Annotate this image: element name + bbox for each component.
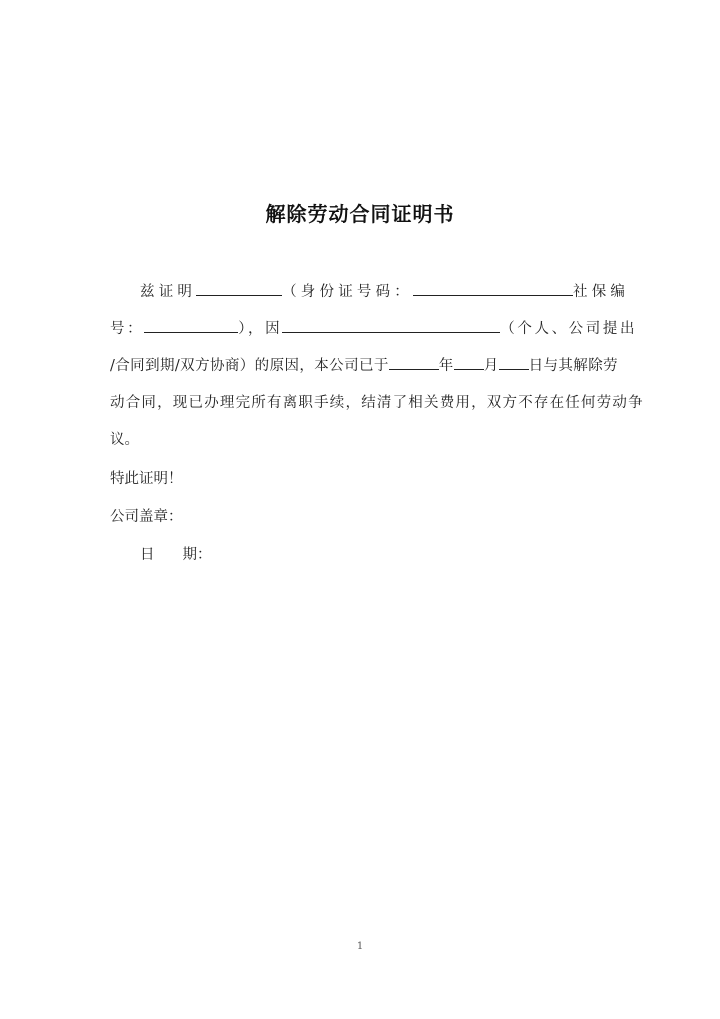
text-social-security: 社保编 bbox=[573, 284, 630, 300]
text-month: 月 bbox=[483, 358, 499, 374]
date-label-period: 期： bbox=[182, 547, 212, 563]
company-seal-label: 公司盖章： bbox=[110, 509, 183, 525]
paragraph-line-1 bbox=[110, 281, 645, 302]
text-id-number: （身份证号码： bbox=[282, 284, 414, 300]
text-year: 年 bbox=[438, 358, 454, 374]
name-blank bbox=[196, 281, 282, 296]
text-day: 日与其解除劳 bbox=[528, 358, 618, 374]
social-security-blank bbox=[144, 318, 238, 333]
text-certify: 兹证明 bbox=[140, 284, 197, 300]
page-number: 1 bbox=[356, 941, 364, 952]
id-number-blank bbox=[413, 281, 573, 296]
paragraph-line-2 bbox=[110, 318, 638, 339]
date-label-day: 日 bbox=[140, 547, 155, 563]
year-blank bbox=[389, 355, 439, 370]
closing-statement: 特此证明！ bbox=[110, 471, 183, 487]
month-blank bbox=[454, 355, 484, 370]
document-title: 解除劳动合同证明书 bbox=[265, 202, 455, 226]
date-line bbox=[110, 545, 645, 565]
paragraph-line-4: 动合同，现已办理完所有离职手续，结清了相关费用，双方不存在任何劳动争 bbox=[110, 395, 644, 411]
day-blank bbox=[499, 355, 529, 370]
text-reason-options-cont: /合同到期/双方协商）的原因，本公司已于 bbox=[110, 358, 389, 374]
reason-blank bbox=[282, 318, 500, 333]
paragraph-line-3 bbox=[110, 355, 618, 376]
text-because: ），因 bbox=[238, 321, 283, 337]
paragraph-line-5: 议。 bbox=[110, 432, 139, 448]
text-reason-options: （个人、公司提出 bbox=[500, 321, 638, 337]
text-number: 号： bbox=[110, 321, 145, 337]
